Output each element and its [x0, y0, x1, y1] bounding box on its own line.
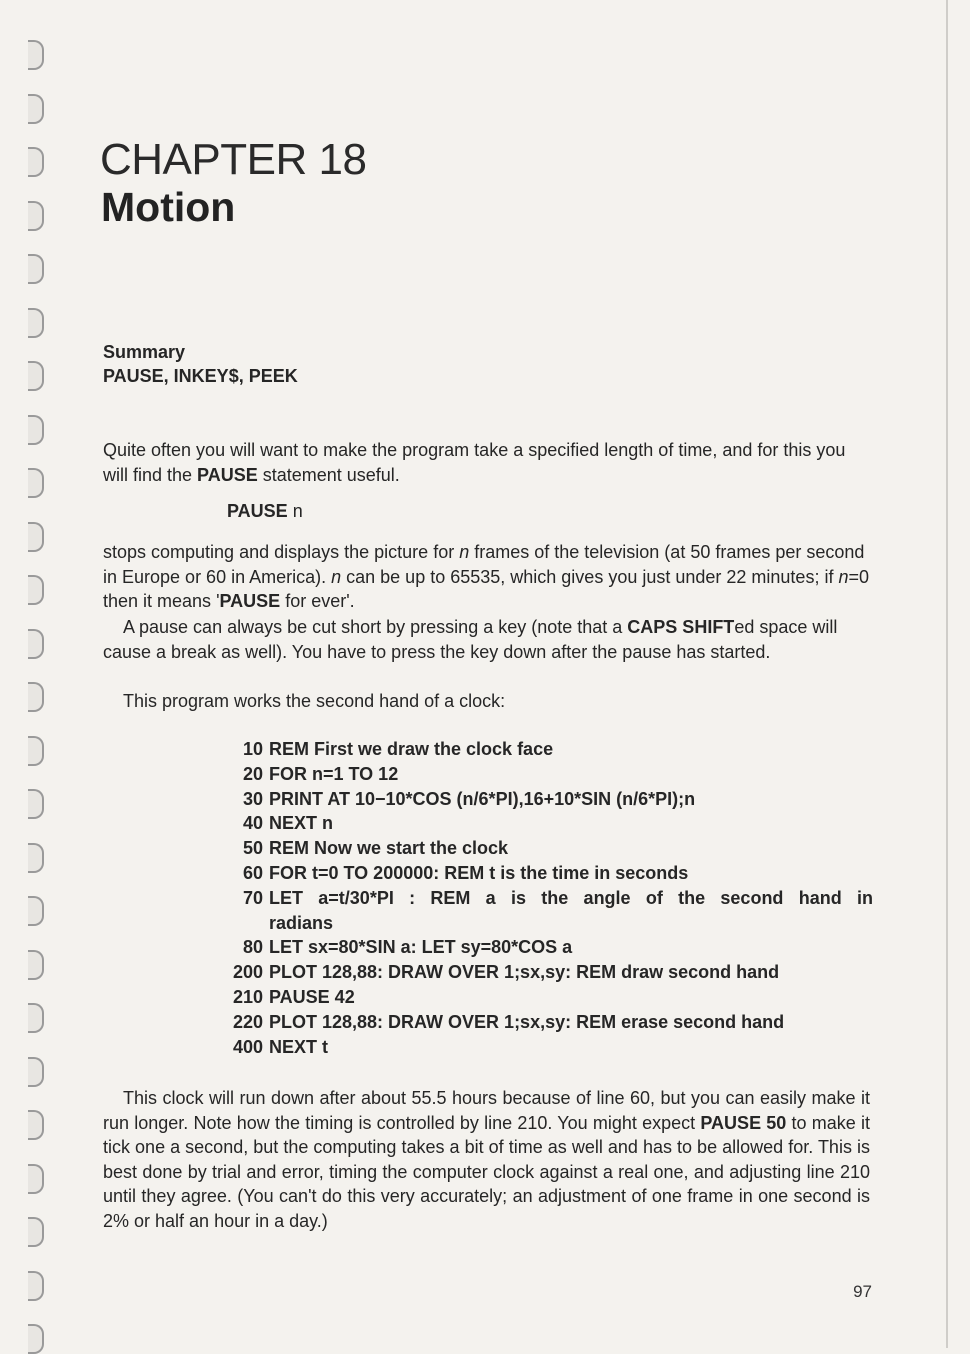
code-line: [225, 886, 873, 911]
program-listing: [225, 737, 873, 1059]
code-statement: FOR t=0 TO 200000: REM t is the time in seconds: [269, 862, 689, 883]
binding-ring: [28, 843, 44, 873]
line-number: 200: [232, 962, 263, 983]
summary-heading: Summary: [103, 342, 186, 362]
line-number: 40: [242, 813, 263, 834]
binding-ring: [28, 254, 44, 284]
binding-ring: [28, 1003, 44, 1033]
keyword-pause: PAUSE: [197, 464, 258, 485]
binding-ring: [28, 468, 44, 498]
line-number: 30: [242, 788, 263, 809]
code-statement: PRINT AT 10−10*COS (n/6*PI),16+10*SIN (n/6*PI);n: [269, 788, 696, 809]
binding-ring: [28, 896, 44, 926]
binding-ring: [28, 1324, 44, 1354]
line-number: 60: [242, 862, 263, 883]
binding-ring: [28, 201, 44, 231]
code-line: [225, 836, 873, 861]
program-intro: This program works the second hand of a clock:: [123, 691, 506, 711]
code-statement: LET a=t/30*PI : REM a is the angle of the second hand in: [269, 887, 873, 908]
page-edge-divider: [946, 0, 948, 1348]
code-statement: PAUSE 42: [269, 986, 355, 1007]
code-line: [225, 762, 873, 787]
pause-description: stops computing and displays the picture for n frames of the television (at 50 frames per second in Europe or 60 in America). n can be up to 65535, which gives you just under 22 minutes; if n=0 then it means 'PAUSE for ever'.: [103, 542, 869, 612]
code-line: [225, 935, 873, 960]
code-line: [225, 787, 873, 812]
spiral-binding: [0, 0, 60, 1348]
code-statement: NEXT n: [269, 813, 334, 834]
intro-paragraph: Quite often you will want to make the program take a specified length of time, and for this you will find the PAUSE statement useful.: [103, 440, 846, 485]
code-statement: PLOT 128,88: DRAW OVER 1;sx,sy: REM erase second hand: [269, 1011, 785, 1032]
binding-ring: [28, 1271, 44, 1301]
closing-paragraph: This clock will run down after about 55.5 hours because of line 60, but you can easily make it run longer. Note how the timing is controlled by line 210. You might expect PAUSE 50 to make it tick one a second, but the computing takes a bit of time as well and has to be allowed for. This is best done by trial and error, timing the computer clock against a real one, and adjusting line 210 until they agree. (You can't do this very accurately; an adjustment of one frame in one second is 2% or half an hour in a day.): [103, 1088, 870, 1231]
binding-ring: [28, 736, 44, 766]
binding-ring: [28, 1110, 44, 1140]
code-line: [225, 1010, 873, 1035]
line-number: 20: [242, 763, 263, 784]
binding-ring: [28, 789, 44, 819]
line-number: 220: [232, 1011, 263, 1032]
binding-ring: [28, 629, 44, 659]
binding-ring: [28, 361, 44, 391]
binding-ring: [28, 1217, 44, 1247]
code-statement: FOR n=1 TO 12: [269, 763, 399, 784]
code-line: [225, 861, 873, 886]
code-statement: REM Now we start the clock: [269, 838, 509, 859]
code-statement: PLOT 128,88: DRAW OVER 1;sx,sy: REM draw second hand: [269, 962, 780, 983]
code-statement: LET sx=80*SIN a: LET sy=80*COS a: [269, 937, 573, 958]
chapter-title: Motion: [101, 184, 236, 230]
line-number: 400: [232, 1036, 263, 1057]
binding-ring: [28, 415, 44, 445]
binding-ring: [28, 147, 44, 177]
summary-keywords: PAUSE, INKEY$, PEEK: [103, 366, 298, 386]
page-number: 97: [853, 1282, 872, 1301]
code-statement: NEXT t: [269, 1036, 329, 1057]
binding-ring: [28, 575, 44, 605]
code-line: [225, 960, 873, 985]
line-number: 210: [232, 986, 263, 1007]
binding-ring: [28, 1164, 44, 1194]
line-number: 10: [242, 739, 263, 759]
line-number: 80: [242, 937, 263, 958]
binding-ring: [28, 950, 44, 980]
pause-note-paragraph: A pause can always be cut short by pressing a key (note that a CAPS SHIFTed space will cause a break as well). You have to press the key down after the pause has started.: [103, 617, 838, 662]
binding-ring: [28, 1057, 44, 1087]
binding-ring: [28, 94, 44, 124]
code-line: [225, 737, 873, 762]
binding-ring: [28, 682, 44, 712]
pause-syntax: PAUSE n: [227, 501, 303, 521]
code-line: [225, 811, 873, 836]
code-line: [225, 1035, 873, 1060]
code-statement: REM First we draw the clock face: [269, 739, 554, 759]
chapter-label: CHAPTER 18: [100, 135, 367, 184]
code-line-continuation: radians: [269, 912, 334, 933]
binding-ring: [28, 40, 44, 70]
binding-ring: [28, 308, 44, 338]
line-number: 70: [242, 887, 263, 908]
binding-ring: [28, 522, 44, 552]
line-number: 50: [242, 838, 263, 859]
code-line: [225, 985, 873, 1010]
